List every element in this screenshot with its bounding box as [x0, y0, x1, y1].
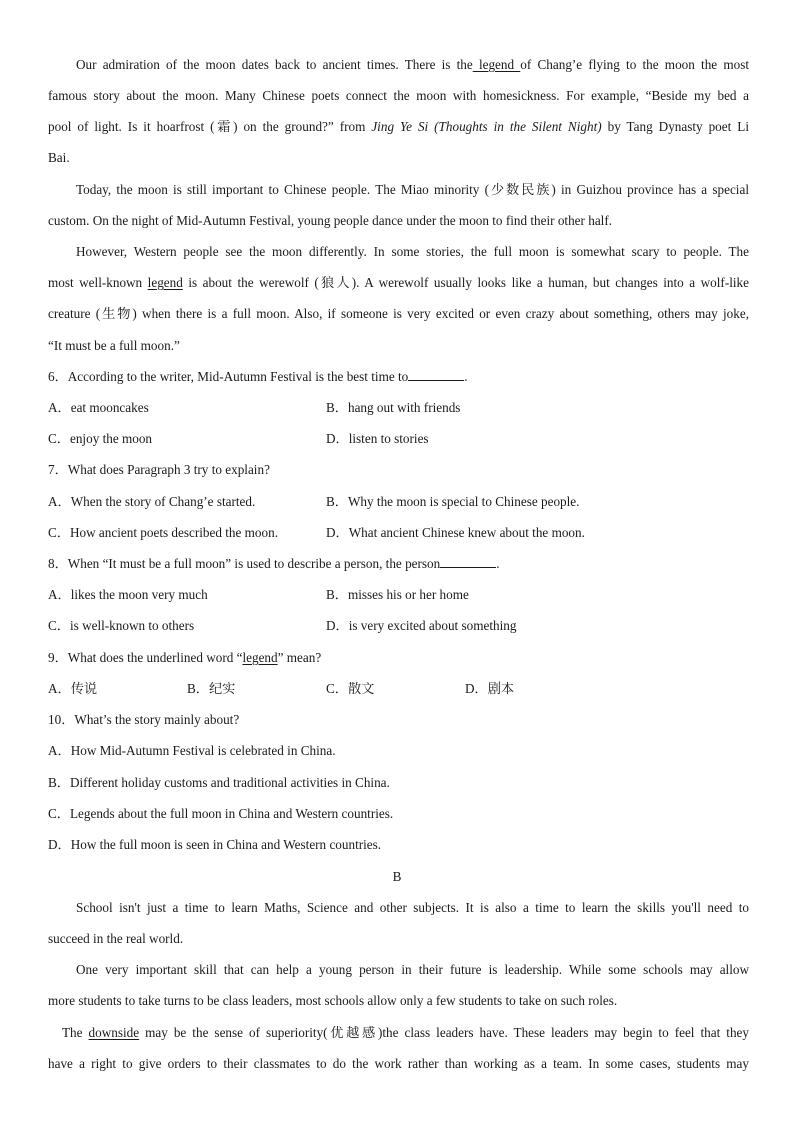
passage-a-p2-line-2: custom. On the night of Mid-Autumn Festival, young people dance under the moon to find their other half.: [48, 213, 613, 228]
passage-b-heading: B: [392, 869, 402, 884]
text-span: most well-known: [48, 275, 148, 290]
q6-option-b[interactable]: B．hang out with friends: [326, 400, 461, 415]
text-span: ” mean?: [277, 650, 322, 665]
text-span: .: [496, 556, 500, 571]
q9-option-a[interactable]: A．传说: [48, 681, 98, 696]
question-8-stem: [48, 556, 749, 572]
q7-option-c[interactable]: C．How ancient poets described the moon.: [48, 525, 278, 540]
q9-option-c[interactable]: C．散文: [326, 681, 375, 696]
answer-blank: [408, 369, 464, 381]
text-span: pool of light. Is it hoarfrost (霜) on the ground?” from: [48, 119, 372, 134]
passage-a-p1-line-1: [76, 57, 749, 73]
passage-a-p3-line-4: “It must be a full moon.”: [48, 338, 180, 353]
passage-a-p2-line-1: Today, the moon is still important to Chinese people. The Miao minority (少数民族) in Guizhou province has a special: [76, 182, 749, 197]
q9-option-d[interactable]: D．剧本: [465, 681, 515, 696]
question-6-stem: [48, 369, 749, 385]
q9-option-b[interactable]: B．纪实: [187, 681, 236, 696]
underlined-word-legend: legend: [147, 275, 183, 290]
passage-a-p1-line-3: [48, 119, 749, 135]
passage-b-p1-line-2: succeed in the real world.: [48, 931, 184, 946]
q10-option-b[interactable]: B．Different holiday customs and traditional activities in China.: [48, 775, 390, 790]
q6-option-d[interactable]: D．listen to stories: [326, 431, 429, 446]
q10-option-a[interactable]: A．How Mid-Autumn Festival is celebrated in China.: [48, 743, 336, 758]
q7-option-d[interactable]: D．What ancient Chinese knew about the moon.: [326, 525, 585, 540]
passage-b-p2-line-2: more students to take turns to be class leaders, most schools allow only a few students to take on such roles.: [48, 993, 618, 1008]
passage-a-p3-line-3: creature (生物) when there is a full moon. Also, if someone is very excited or even crazy about something, others may joke,: [48, 306, 749, 321]
text-span: by Tang Dynasty poet Li: [601, 119, 749, 134]
question-7-stem: 7．What does Paragraph 3 try to explain?: [48, 462, 270, 477]
underlined-word-downside: downside: [88, 1025, 140, 1040]
passage-a-p3-line-1: However, Western people see the moon differently. In some stories, the full moon is somewhat scary to people. The: [76, 244, 749, 259]
passage-a-p1-line-2: famous story about the moon. Many Chinese poets connect the moon with homesickness. For example, “Beside my bed a: [48, 88, 749, 103]
q8-option-b[interactable]: B．misses his or her home: [326, 587, 469, 602]
q8-option-c[interactable]: C．is well-known to others: [48, 618, 195, 633]
answer-blank: [440, 556, 496, 568]
question-10-stem: 10．What’s the story mainly about?: [48, 712, 240, 727]
text-span: Our admiration of the moon dates back to ancient times. There is the: [76, 57, 473, 72]
q10-option-c[interactable]: C．Legends about the full moon in China and Western countries.: [48, 806, 394, 821]
passage-a-p3-line-2: [48, 275, 749, 291]
passage-b-p3-line-2: have a right to give orders to their classmates to do the work rather than working as a team. In some cases, students may: [48, 1056, 749, 1071]
text-span: is about the werewolf (狼人). A werewolf usually looks like a human, but changes into a wolf-like: [182, 275, 749, 290]
text-span: of Chang’e flying to the moon the most: [520, 57, 749, 72]
passage-b-p2-line-1: One very important skill that can help a young person in their future is leadership. While some schools may allow: [76, 962, 749, 977]
underlined-word-legend: legend: [472, 57, 521, 72]
q7-option-b[interactable]: B．Why the moon is special to Chinese people.: [326, 494, 580, 509]
text-span: The: [62, 1025, 89, 1040]
q6-option-a[interactable]: A．eat mooncakes: [48, 400, 149, 415]
q8-option-d[interactable]: D．is very excited about something: [326, 618, 517, 633]
q10-option-d[interactable]: D．How the full moon is seen in China and Western countries.: [48, 837, 382, 852]
text-span: may be the sense of superiority(优越感)the class leaders have. These leaders may begin to feel that they: [139, 1025, 749, 1040]
text-span: 6．According to the writer, Mid-Autumn Festival is the best time to: [48, 369, 409, 384]
q8-option-a[interactable]: A．likes the moon very much: [48, 587, 208, 602]
text-span: 8．When “It must be a full moon” is used to describe a person, the person: [48, 556, 441, 571]
question-9-stem: [48, 650, 749, 666]
underlined-word-legend: legend: [242, 650, 278, 665]
q7-option-a[interactable]: A．When the story of Chang’e started.: [48, 494, 256, 509]
text-span: 9．What does the underlined word “: [48, 650, 243, 665]
passage-b-p1-line-1: School isn't just a time to learn Maths, Science and other subjects. It is also a time to learn the skills you'll need to: [76, 900, 749, 915]
passage-b-p3-line-1: [62, 1025, 749, 1041]
passage-a-p1-line-4: Bai.: [48, 150, 70, 165]
poem-title: Jing Ye Si (Thoughts in the Silent Night): [371, 119, 602, 134]
text-span: .: [464, 369, 468, 384]
q6-option-c[interactable]: C．enjoy the moon: [48, 431, 153, 446]
